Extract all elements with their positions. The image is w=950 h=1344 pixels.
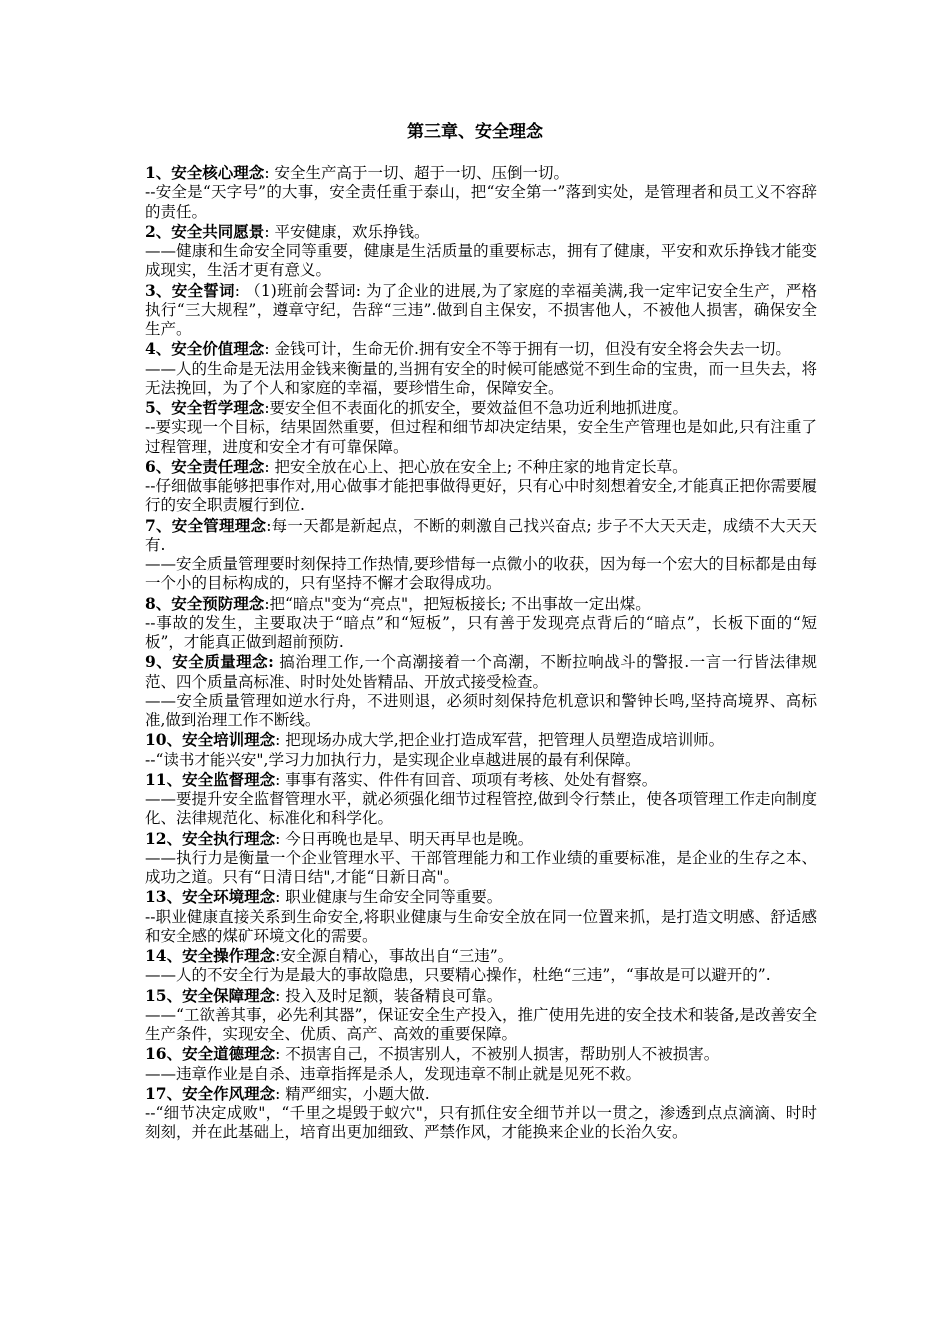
item-description: ——人的生命是无法用金钱来衡量的,当拥有安全的时候可能感觉不到生命的宝贵，而一旦失去，将无法挽回，为了个人和家庭的幸福，要珍惜生命，保障安全。 <box>145 359 817 397</box>
item-number: 13、 <box>145 887 183 907</box>
item-text: : 安全生产高于一切、超于一切、压倒一切。 <box>264 164 569 182</box>
concept-item <box>145 163 817 183</box>
item-text: :要安全但不表面化的抓安全，要效益但不急功近利地抓进度。 <box>264 399 689 417</box>
item-number: 10、 <box>145 730 183 750</box>
item-number: 2、 <box>145 221 172 241</box>
item-text: :把“暗点"变为“亮点"，把短板接长; 不出事故一定出煤。 <box>264 594 651 613</box>
item-text: : 不损害自己，不损害别人，不被别人损害，帮助别人不被损害。 <box>275 1045 720 1064</box>
item-description: --安全是“天字号”的大事，安全责任重于泰山，把“安全第一”落到实处，是管理者和员工义不容辞的责任。 <box>145 183 817 221</box>
item-number: 12、 <box>145 828 183 848</box>
concept-item <box>145 1044 817 1064</box>
item-text: : 金钱可计，生命无价.拥有安全不等于拥有一切，但没有安全将会失去一切。 <box>264 340 791 359</box>
item-text: : 今日再晚也是早、明天再早也是晚。 <box>275 829 534 848</box>
concept-item <box>145 457 817 477</box>
concept-item <box>145 770 817 790</box>
item-number: 3、 <box>145 280 172 300</box>
item-description: --仔细做事能够把事作对,用心做事才能把事做得更好，只有心中时刻想着安全,才能真正把你需要履行的安全职责履行到位. <box>145 477 817 515</box>
item-term: 安全责任理念 <box>171 456 265 476</box>
item-description: ——安全质量管理要时刻保持工作热情,要珍惜每一点微小的收获，因为每一个宏大的目标都是由每一个小的目标构成的，只有坚持不懈才会取得成功。 <box>145 555 817 593</box>
concept-item <box>145 652 817 692</box>
concept-item <box>145 946 817 966</box>
item-term: 安全操作理念 <box>182 946 276 965</box>
item-term: 安全管理理念 <box>171 515 267 535</box>
item-text: 搞治理工作,一个高潮接着一个高潮，不断拉响战斗的警报.一言一行皆法律规范、四个质量高标准、时时处处皆精品、开放式接受检查。 <box>145 653 817 691</box>
item-term: 安全环境理念 <box>182 887 276 907</box>
item-number: 1、 <box>145 163 172 182</box>
item-description: ——健康和生命安全同等重要，健康是生活质量的重要标志，拥有了健康，平安和欢乐挣钱才能变成现实，生活才更有意义。 <box>145 242 817 280</box>
item-term: 安全誓词 <box>171 280 235 300</box>
document-body <box>145 163 817 1143</box>
item-description: ——执行力是衡量一个企业管理水平、干部管理能力和工作业绩的重要标准，是企业的生存之本、成功之道。只有“日清日结",才能“日新日高"。 <box>145 848 817 886</box>
item-term: 安全保障理念 <box>182 985 276 1005</box>
item-text: :每一天都是新起点，不断的刺激自己找兴奋点; 步子不大天天走，成绩不大天天有. <box>145 516 817 554</box>
item-term: 安全培训理念 <box>182 730 276 750</box>
item-text: : 投入及时足额，装备精良可靠。 <box>275 986 503 1005</box>
item-number: 14、 <box>145 946 183 965</box>
item-number: 9、 <box>145 652 173 672</box>
item-number: 8、 <box>145 593 172 613</box>
item-text: : 把安全放在心上、把心放在安全上; 不种庄家的地肯定长草。 <box>264 457 688 476</box>
item-number: 16、 <box>145 1044 183 1064</box>
item-text: : 事事有落实、件件有回音、项项有考核、处处有督察。 <box>275 770 658 789</box>
item-term: 安全质量理念: <box>172 652 274 672</box>
item-term: 安全执行理念 <box>182 828 276 848</box>
item-description: ——人的不安全行为是最大的事故隐患，只要精心操作，杜绝“三违”，“事故是可以避开的”. <box>145 966 771 985</box>
item-description: --职业健康直接关系到生命安全,将职业健康与生命安全放在同一位置来抓，是打造文明感、舒适感和安全感的煤矿环境文化的需要。 <box>145 907 817 945</box>
item-text: :安全源自精心，事故出自“三违”。 <box>275 947 514 965</box>
item-text: : （1)班前会誓词: 为了企业的进展,为了家庭的幸福美满,我一定牢记安全生产，严格执行“三大规程”，遵章守纪，告辞“三违”.做到自主保安，不损害他人，不被他人损害，确保安全生产。 <box>145 281 817 338</box>
concept-item <box>145 281 817 340</box>
concept-item <box>145 594 817 614</box>
concept-item <box>145 887 817 907</box>
item-description: ——要提升安全监督管理水平，就必须强化细节过程管控,做到令行禁止，使各项管理工作走向制度化、法律规范化、标准化和科学化。 <box>145 790 817 828</box>
item-term: 安全监督理念 <box>182 769 276 789</box>
concept-item <box>145 829 817 849</box>
item-description: ——安全质量管理如逆水行舟，不进则退，必须时刻保持危机意识和警钟长鸣,坚持高境界、高标准,做到治理工作不断线。 <box>145 691 817 729</box>
concept-item <box>145 1084 817 1104</box>
item-text: : 精严细实，小题大做. <box>275 1084 430 1103</box>
item-term: 安全预防理念 <box>171 593 265 613</box>
item-term: 安全核心理念 <box>171 163 265 182</box>
item-term: 安全作风理念 <box>182 1083 276 1103</box>
item-description: ——违章作业是自杀、违章指挥是杀人，发现违章不制止就是见死不救。 <box>145 1064 642 1083</box>
item-number: 11、 <box>145 769 183 789</box>
item-term: 安全价值理念 <box>171 339 265 359</box>
item-number: 7、 <box>145 515 172 535</box>
item-text: : 平安健康，欢乐挣钱。 <box>264 222 430 241</box>
concept-item <box>145 730 817 750</box>
concept-item <box>145 339 817 359</box>
item-term: 安全共同愿景 <box>171 221 265 241</box>
item-number: 4、 <box>145 339 172 359</box>
item-number: 6、 <box>145 456 172 476</box>
concept-item <box>145 398 817 418</box>
item-number: 17、 <box>145 1083 183 1103</box>
item-term: 安全道德理念 <box>182 1044 276 1064</box>
item-description: --“细节决定成败"，“千里之堤毁于蚁穴"，只有抓住安全细节并以一贯之，渗透到点点滴滴、时时刻刻，并在此基础上，培育出更加细致、严禁作风，才能换来企业的长治久安。 <box>145 1104 817 1142</box>
item-description: --要实现一个目标，结果固然重要，但过程和细节却决定结果，安全生产管理也是如此,只有注重了过程管理，进度和安全才有可靠保障。 <box>145 418 817 456</box>
item-text: : 职业健康与生命安全同等重要。 <box>275 888 503 907</box>
item-number: 5、 <box>145 398 172 417</box>
concept-item <box>145 516 817 556</box>
concept-item <box>145 222 817 242</box>
item-description: --“读书才能兴安",学习力加执行力，是实现企业卓越进展的最有利保障。 <box>145 750 641 769</box>
item-text: : 把现场办成大学,把企业打造成军营，把管理人员塑造成培训师。 <box>275 731 725 750</box>
concept-item <box>145 986 817 1006</box>
item-description: ——“工欲善其事，必先利其器”，保证安全生产投入，推广使用先进的安全技术和装备,是改善安全生产条件，实现安全、优质、高产、高效的重要保障。 <box>145 1005 817 1043</box>
item-number: 15、 <box>145 985 183 1005</box>
chapter-title: 第三章、安全理念 <box>407 122 543 142</box>
item-description: --事故的发生，主要取决于“暗点”和“短板”，只有善于发现亮点背后的“暗点”，长板下面的“短板”，才能真正做到超前预防. <box>145 613 817 651</box>
item-term: 安全哲学理念 <box>171 398 265 417</box>
